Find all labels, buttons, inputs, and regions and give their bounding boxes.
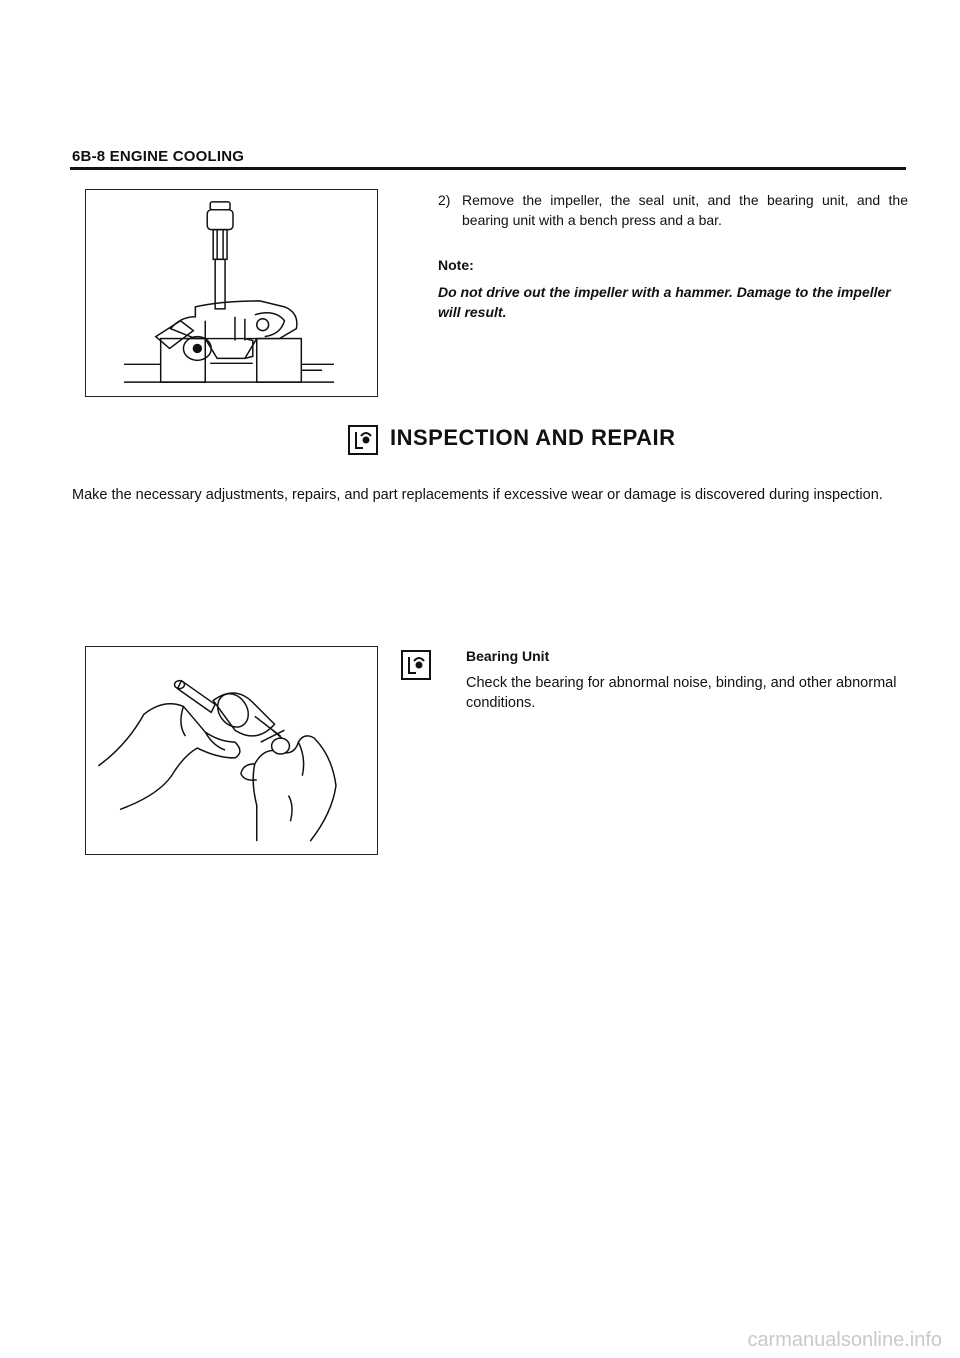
page-header-title: 6B-8 ENGINE COOLING — [72, 148, 245, 165]
subsection-text: Check the bearing for abnormal noise, binding, and other abnormal conditions. — [466, 675, 897, 711]
section-title: INSPECTION AND REPAIR — [390, 425, 676, 450]
section-paragraph: Make the necessary adjustments, repairs, and part replacements if excessive wear or damage is discovered during inspection. — [72, 487, 883, 503]
bearing-check-illustration — [85, 646, 378, 855]
watermark-text: carmanualsonline.info — [747, 1329, 942, 1351]
inspection-icon — [401, 650, 431, 680]
subsection-title: Bearing Unit — [466, 648, 550, 664]
header-rule — [70, 167, 906, 170]
step-text: Remove the impeller, the seal unit, and the bearing unit, and the bearing unit with a bench press and a bar. — [462, 192, 908, 228]
bench-press-illustration — [85, 189, 378, 397]
note-label: Note: — [438, 257, 474, 273]
bench-press-drawing — [86, 190, 377, 396]
inspection-icon — [348, 425, 378, 455]
removal-step — [438, 190, 908, 230]
bearing-check-drawing — [86, 647, 377, 854]
step-number: 2) — [438, 192, 451, 208]
note-text: Do not drive out the impeller with a hammer. Damage to the impeller will result. — [438, 284, 891, 320]
